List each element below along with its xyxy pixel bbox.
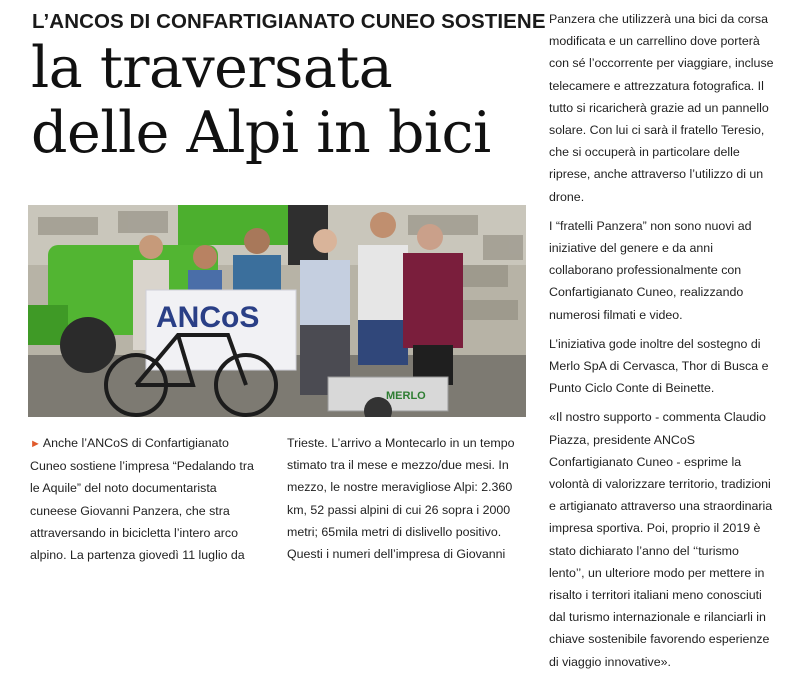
column-2-text: Trieste. L’arrivo a Montecarlo in un tempo stimato tra il mese e mezzo/due mesi. In mezzo, le nostre meravigliose Alpi: 2.360 km, 52 passi alpini di cui 26 sopra i 2000 metri; 65mila metri di dislivello positivo. Questi i numeri dell’impresa di Giovanni: [287, 436, 515, 562]
article-headline: [31, 36, 531, 166]
headline-line-1: la traversata: [31, 35, 393, 101]
group-photo-illustration: [28, 205, 526, 417]
article-column-3: [549, 8, 775, 680]
banner-text: ANCoS: [156, 301, 260, 334]
article-kicker: L’ANCOS DI CONFARTIGIANATO CUNEO SOSTIENE: [32, 10, 546, 33]
article-column-2: [287, 432, 523, 565]
article-photo: [28, 205, 526, 417]
column-3-paragraph-4: «Il nostro supporto - commenta Claudio Piazza, presidente ANCoS Confartigianato Cuneo - esprime la volontà di valorizzare territorio, tradizioni e artigianato attraverso una straordinaria impresa sportiva. Poi, proprio il 2019 è stato dichiarato l’anno del ‘‘turismo lento’’, un ulteriore modo per mettere in risalto i territori italiani meno conosciuti dal turismo internazionale e rilanciarli in chiave sostenibile favorendo esperienze di viaggio innovative».: [549, 410, 773, 669]
cart-label: MERLO: [386, 390, 426, 402]
column-3-paragraph-3: L’iniziativa gode inoltre del sostegno di Merlo SpA di Cervasca, Thor di Busca e Punto Ciclo Conte di Beinette.: [549, 336, 769, 396]
column-1-text: Anche l’ANCoS di Confartigianato Cuneo sostiene l’impresa “Pedalando tra le Aquile” del noto documentarista cuneese Giovanni Panzera, che stra attraversando in bicicletta l’intero arco alpino. La partenza giovedì 11 luglio da: [30, 436, 254, 563]
column-3-paragraph-2: I “fratelli Panzera” non sono nuovi ad iniziative del genere e da anni collaborano professionalmente con Confartigianato Cuneo, realizzando numerosi filmati e video.: [549, 218, 752, 322]
article-column-1: [30, 432, 255, 566]
paragraph-arrow-icon: ►: [30, 438, 41, 450]
headline-line-2: delle Alpi in bici: [31, 100, 491, 166]
column-3-paragraph-1: Panzera che utilizzerà una bici da corsa modificata e un carrellino dove porterà con sé l’occorrente per viaggiare, incluse telecamere e attrezzatura fotografica. Il tutto si ricaricherà grazie ad un pannello solare. Con lui ci sarà il fratello Teresio, che si occuperà in particolare delle riprese, anche attraverso l’utilizzo di un drone.: [549, 12, 774, 204]
